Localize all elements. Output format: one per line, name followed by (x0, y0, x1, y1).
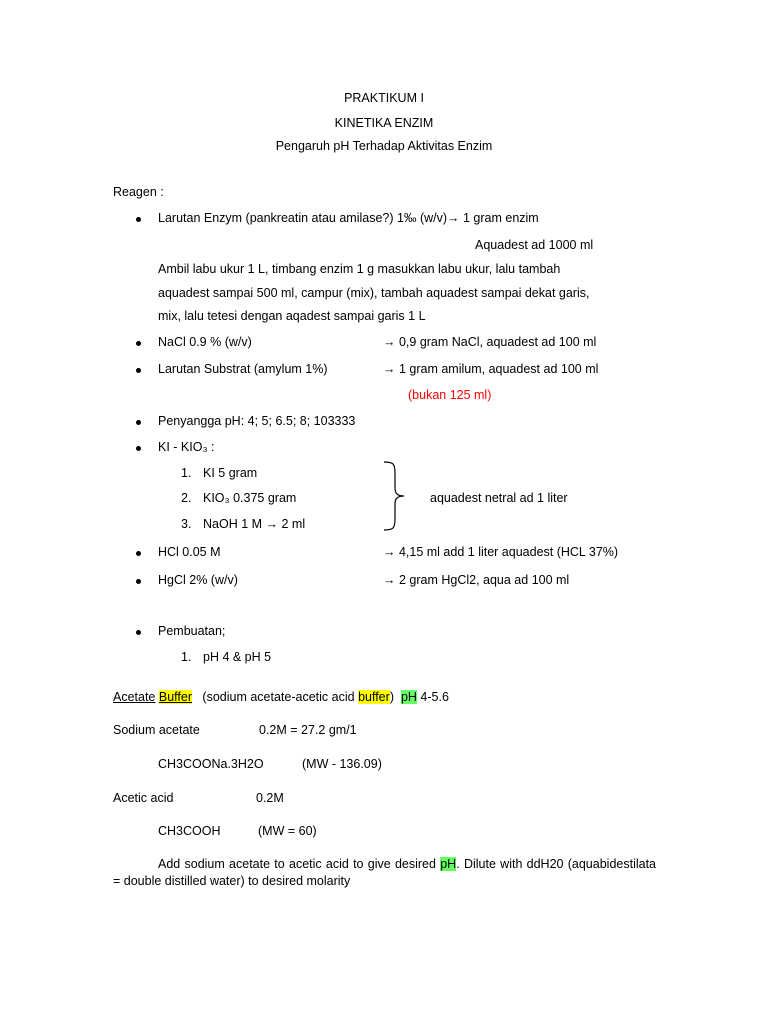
enzyme-aquadest: Aquadest ad 1000 ml (475, 238, 594, 252)
curly-brace-icon (380, 460, 410, 532)
substrat-note: (bukan 125 ml) (408, 388, 492, 402)
sodium-acetate-formula: CH3COONa.3H2O (158, 757, 264, 771)
acetate-word: Acetate (113, 690, 156, 704)
bullet-penyangga (136, 420, 141, 425)
sodium-acetate-mw: (MW - 136.09) (302, 757, 382, 771)
ki-brace-text: aquadest netral ad 1 liter (430, 491, 568, 505)
hcl-label: HCl 0.05 M (158, 545, 221, 559)
sodium-acetate-label: Sodium acetate (113, 723, 200, 737)
ki-item-num-2: 2. (181, 491, 192, 505)
ph-range: 4-5.6 (420, 690, 449, 704)
enzyme-desc-1: Ambil labu ukur 1 L, timbang enzim 1 g masukkan labu ukur, lalu tambah (158, 262, 561, 276)
acetate-desc: (sodium acetate-acetic acid (202, 690, 355, 704)
hcl-value: → 4,15 ml add 1 liter aquadest (HCL 37%) (383, 545, 619, 559)
reagen-label: Reagen : (113, 185, 164, 199)
bullet-nacl (136, 341, 141, 346)
ki-item-3: NaOH 1 M → 2 ml (203, 517, 306, 531)
bullet-pembuatan (136, 630, 141, 635)
instruction-after: . Dilute with ddH20 (aquabidestilata = double distilled water) to desired molarity (113, 857, 656, 888)
buffer-highlight: buffer (358, 690, 390, 704)
bullet-hcl (136, 551, 141, 556)
acetic-acid-mw: (MW = 60) (258, 824, 317, 838)
doc-title: PRAKTIKUM I (344, 91, 424, 105)
hgcl-value: → 2 gram HgCl2, aqua ad 100 ml (383, 573, 570, 587)
enzyme-desc-3: mix, lalu tetesi dengan aqadest sampai garis 1 L (158, 309, 426, 323)
ki-item-num-3: 3. (181, 517, 192, 531)
hgcl-label: HgCl 2% (w/v) (158, 573, 238, 587)
ki-label: KI - KIO₃ : (158, 440, 215, 454)
penyangga-label: Penyangga pH: 4; 5; 6.5; 8; 103333 (158, 414, 356, 428)
bullet-ki (136, 446, 141, 451)
acetate-buffer-heading (113, 690, 449, 704)
instruction-before: Add sodium acetate to acetic acid to give desired (158, 857, 436, 871)
bullet-enzyme (136, 217, 141, 222)
pembuatan-label: Pembuatan; (158, 624, 226, 638)
doc-topic: Pengaruh pH Terhadap Aktivitas Enzim (275, 139, 493, 153)
pembuatan-num-1: 1. (181, 650, 192, 664)
pembuatan-item-1: pH 4 & pH 5 (203, 650, 272, 664)
acetic-acid-formula: CH3COOH (158, 824, 221, 838)
ki-item-num-1: 1. (181, 466, 192, 480)
substrat-label: Larutan Substrat (amylum 1%) (158, 362, 328, 376)
ph-highlight: pH (400, 690, 417, 704)
acetic-acid-value: 0.2M (256, 791, 284, 805)
buffer-word-highlight: Buffer (158, 690, 192, 704)
ki-item-2: KIO₃ 0.375 gram (203, 491, 297, 505)
acetate-close: ) (389, 690, 394, 704)
acetic-acid-label: Acetic acid (113, 791, 174, 805)
sodium-acetate-value: 0.2M = 27.2 gm/1 (259, 723, 357, 737)
bullet-substrat (136, 368, 141, 373)
doc-subtitle: KINETIKA ENZIM (334, 116, 434, 130)
substrat-value: → 1 gram amilum, aquadest ad 100 ml (383, 362, 599, 376)
instruction-ph-highlight: pH (440, 857, 457, 871)
nacl-value: → 0,9 gram NaCl, aquadest ad 100 ml (383, 335, 597, 349)
nacl-label: NaCl 0.9 % (w/v) (158, 335, 252, 349)
ki-item-1: KI 5 gram (203, 466, 258, 480)
instruction-paragraph (113, 856, 656, 890)
enzyme-desc-2: aquadest sampai 500 ml, campur (mix), tambah aquadest sampai dekat garis, (158, 286, 590, 300)
enzyme-label: Larutan Enzym (pankreatin atau amilase?) 1‰ (w/v)→ 1 gram enzim (158, 211, 539, 225)
bullet-hgcl (136, 579, 141, 584)
